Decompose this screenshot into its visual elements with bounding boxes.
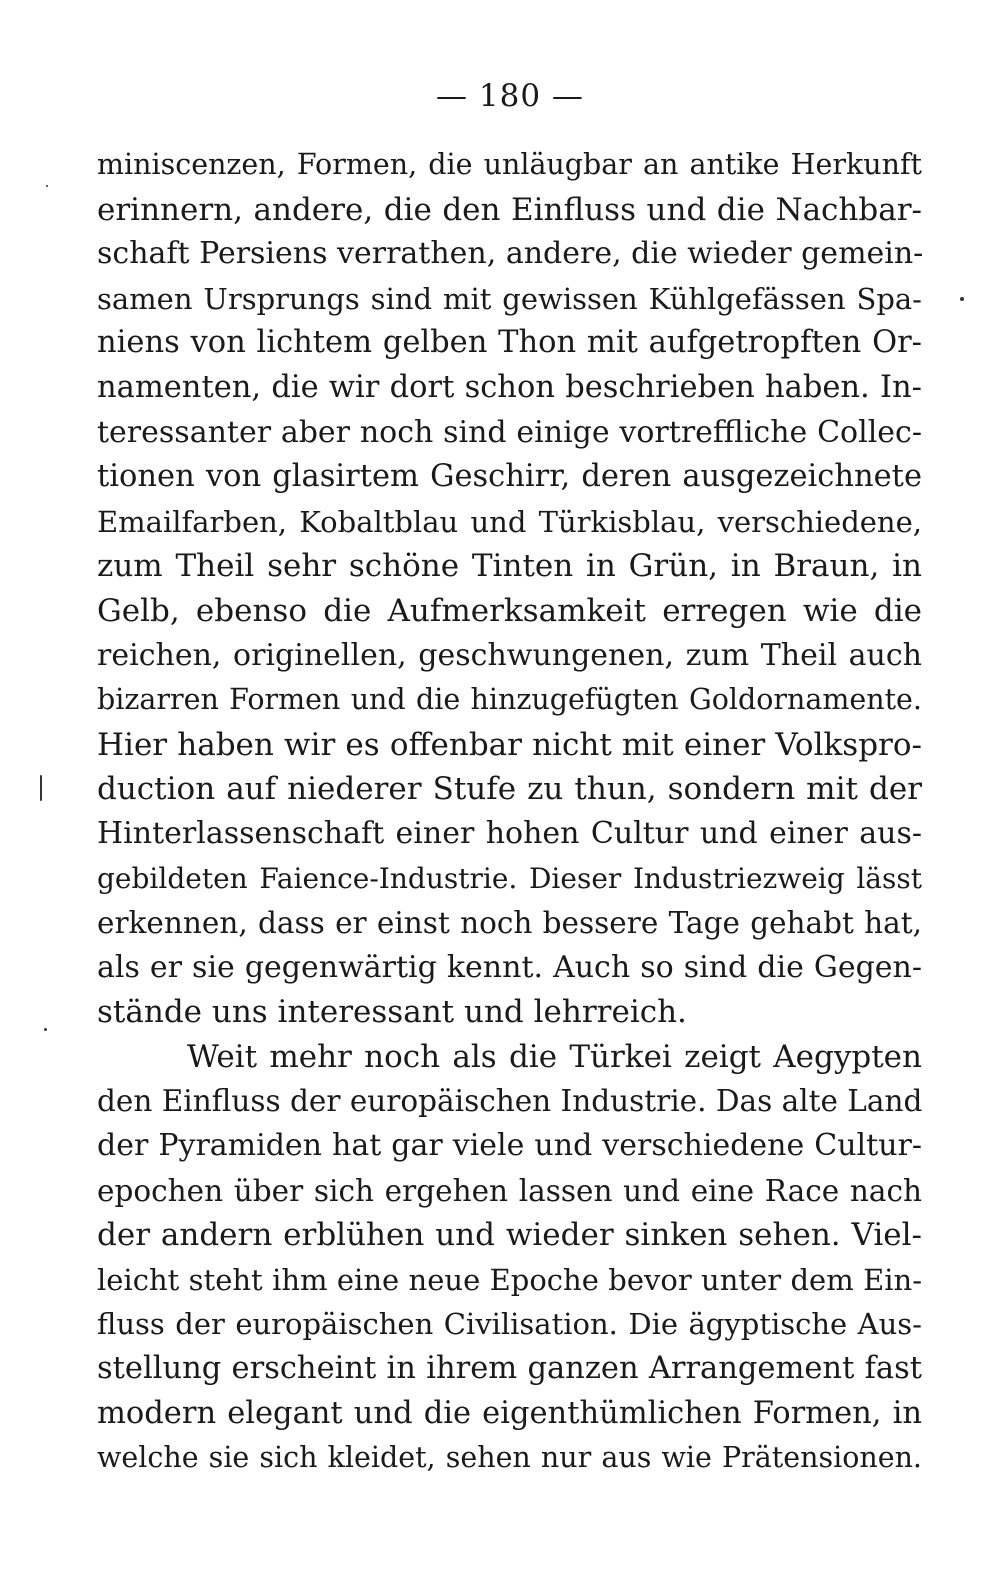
text-line: fluss der europäischen Civilisation. Die ägyptische Aus- bbox=[97, 1307, 922, 1342]
text-line: als er sie gegenwärtig kennt. Auch so sind die Gegen- bbox=[97, 949, 922, 985]
text-line: erkennen, dass er einst noch bessere Tage gehabt hat, bbox=[97, 906, 922, 941]
text-line: der Pyramiden hat gar viele und verschiedene Cultur- bbox=[97, 1128, 922, 1164]
scan-speck bbox=[44, 1028, 47, 1031]
text-line: teressanter aber noch sind einige vortreffliche Collec- bbox=[97, 414, 922, 450]
text-line: welche sie sich kleidet, sehen nur aus wie Prätensionen. bbox=[97, 1441, 922, 1475]
text-line: den Einfluss der europäischen Industrie. Das alte Land bbox=[97, 1084, 923, 1119]
text-line: epochen über sich ergehen lassen und eine Race nach bbox=[97, 1173, 922, 1208]
text-line: zum Theil sehr schöne Tinten in Grün, in Braun, in bbox=[97, 548, 922, 585]
paragraph-1 bbox=[97, 143, 922, 1035]
page-number: — 180 — bbox=[436, 78, 584, 114]
text-line: erinnern, andere, die den Einfluss und die Nachbar- bbox=[97, 191, 922, 228]
text-line: tionen von glasirtem Geschirr, deren ausgezeichnete bbox=[97, 459, 922, 495]
text-line: modern elegant und die eigenthümlichen Formen, in bbox=[97, 1395, 922, 1431]
text-line: der andern erblühen und wieder sinken sehen. Viel- bbox=[97, 1217, 922, 1254]
text-line: miniscenzen, Formen, die unläugbar an antike Herkunft bbox=[97, 148, 922, 181]
text-line: samen Ursprungs sind mit gewissen Kühlgefässen Spa- bbox=[97, 281, 922, 316]
text-line: Hier haben wir es offenbar nicht mit einer Volkspro- bbox=[97, 726, 922, 763]
text-line: leicht steht ihm eine neue Epoche bevor unter dem Ein- bbox=[97, 1262, 922, 1297]
text-line: bizarren Formen und die hinzugefügten Goldornamente. bbox=[97, 683, 922, 717]
text-line: reichen, originellen, geschwungenen, zum Theil auch bbox=[97, 637, 922, 673]
scan-speck bbox=[40, 775, 42, 801]
body-text bbox=[97, 143, 922, 1481]
text-line: Weit mehr noch als die Türkei zeigt Aegypten bbox=[187, 1038, 922, 1075]
paragraph-2 bbox=[97, 1035, 922, 1481]
text-line: niens von lichtem gelben Thon mit aufgetropften Or- bbox=[97, 325, 922, 361]
text-line: duction auf niederer Stufe zu thun, sondern mit der bbox=[97, 771, 922, 808]
scan-speck bbox=[960, 297, 964, 301]
text-line: stellung erscheint in ihrem ganzen Arrangement fast bbox=[97, 1351, 922, 1387]
text-line: stände uns interessant und lehrreich. bbox=[97, 994, 687, 1031]
text-line: Hinterlassenschaft einer hohen Cultur und einer aus- bbox=[97, 815, 922, 851]
text-line: Emailfarben, Kobaltblau und Türkisblau, verschiedene, bbox=[97, 504, 922, 539]
scan-speck bbox=[46, 185, 48, 187]
text-line: Gelb, ebenso die Aufmerksamkeit erregen wie die bbox=[97, 592, 922, 629]
text-line: gebildeten Faience-Industrie. Dieser Industriezweig lässt bbox=[97, 861, 922, 895]
text-line: namenten, die wir dort schon beschrieben haben. In- bbox=[97, 369, 922, 405]
text-line: schaft Persiens verrathen, andere, die wieder gemein- bbox=[97, 236, 924, 272]
